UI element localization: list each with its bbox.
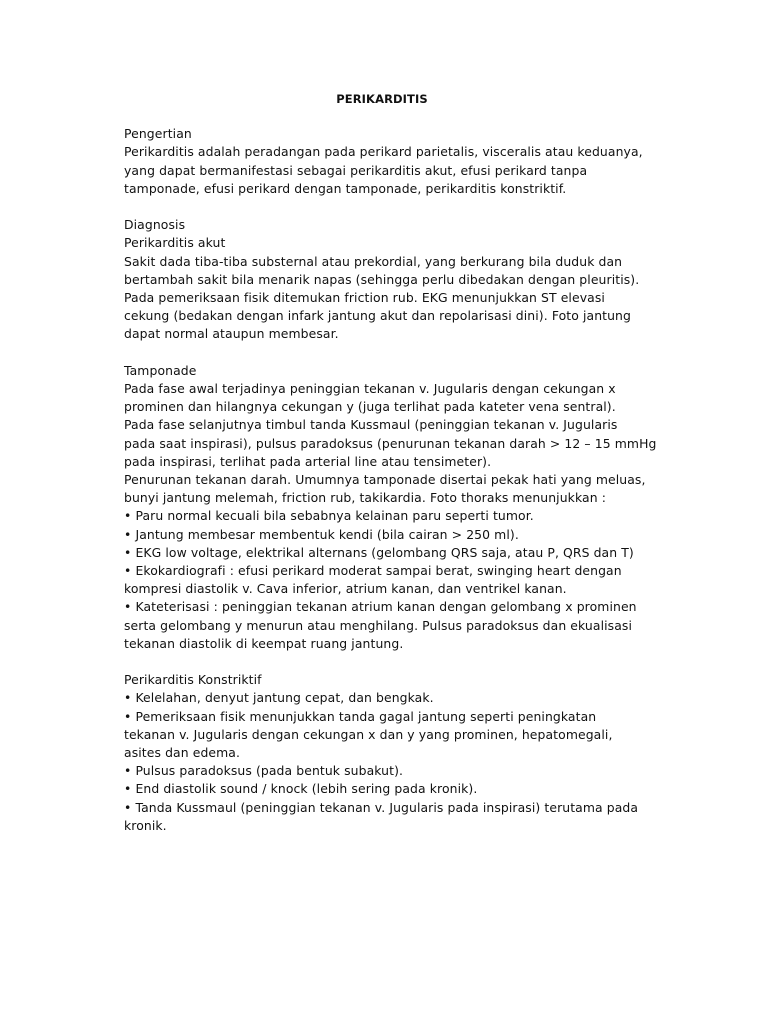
text-line: yang dapat bermanifestasi sebagai perikarditis akut, efusi perikard tanpa [124,162,588,178]
section-heading: Diagnosis [124,217,186,233]
text-line: pada saat inspirasi), pulsus paradoksus (penurunan tekanan darah > 12 – 15 mmHg [124,435,657,451]
text-line: cekung (bedakan dengan infark jantung akut dan repolarisasi dini). Foto jantung [124,308,631,324]
section-heading: Pengertian [124,126,192,142]
text-line: bunyi jantung melemah, friction rub, takikardia. Foto thoraks menunjukkan : [124,490,606,506]
text-line: • Jantung membesar membentuk kendi (bila cairan > 250 ml). [124,526,519,542]
text-line: pada inspirasi, terlihat pada arterial line atau tensimeter). [124,453,492,469]
text-line: • Pemeriksaan fisik menunjukkan tanda gagal jantung seperti peningkatan [124,708,597,724]
document-page [124,90,664,835]
text-line: • Ekokardiografi : efusi perikard moderat sampai berat, swinging heart dengan [124,563,622,579]
document-title [124,90,664,108]
text-line: • End diastolik sound / knock (lebih sering pada kronik). [124,781,478,797]
text-line: Perikarditis adalah peradangan pada perikard parietalis, visceralis atau keduanya, [124,144,643,160]
text-line: • Kateterisasi : peninggian tekanan atrium kanan dengan gelombang x prominen [124,599,637,615]
text-line: serta gelombang y menurun atau menghilang. Pulsus paradoksus dan ekualisasi [124,617,633,633]
text-line: kronik. [124,817,167,833]
text-line: Perikarditis akut [124,235,226,251]
text-line: tekanan v. Jugularis dengan cekungan x dan y yang prominen, hepatomegali, [124,726,613,742]
section-tamponade [124,362,664,653]
text-line: bertambah sakit bila menarik napas (sehingga perlu dibedakan dengan pleuritis). [124,271,640,287]
section-pengertian [124,125,664,198]
text-line: Sakit dada tiba-tiba substernal atau prekordial, yang berkurang bila duduk dan [124,253,623,269]
text-line: • Paru normal kecuali bila sebabnya kelainan paru seperti tumor. [124,508,534,524]
text-line: dapat normal ataupun membesar. [124,326,339,342]
section-heading: Perikarditis Konstriktif [124,672,262,688]
text-line: Penurunan tekanan darah. Umumnya tamponade disertai pekak hati yang meluas, [124,472,646,488]
text-line: tamponade, efusi perikard dengan tamponade, perikarditis konstriktif. [124,180,567,196]
section-perikarditis-konstriktif [124,671,664,835]
text-line: prominen dan hilangnya cekungan y (juga terlihat pada kateter vena sentral). [124,399,616,415]
section-gap [124,653,664,671]
section-diagnosis [124,216,664,343]
text-line: kompresi diastolik v. Cava inferior, atrium kanan, dan ventrikel kanan. [124,581,567,597]
text-line: tekanan diastolik di keempat ruang jantung. [124,635,404,651]
document-title-text: PERIKARDITIS [336,92,428,106]
document-body [124,125,664,835]
text-line: asites dan edema. [124,745,241,761]
text-line: • EKG low voltage, elektrikal alternans (gelombang QRS saja, atau P, QRS dan T) [124,544,634,560]
section-gap [124,344,664,362]
text-line: Pada fase selanjutnya timbul tanda Kussmaul (peninggian tekanan v. Jugularis [124,417,618,433]
text-line: • Kelelahan, denyut jantung cepat, dan bengkak. [124,690,434,706]
text-line: • Pulsus paradoksus (pada bentuk subakut). [124,763,404,779]
section-heading: Tamponade [124,362,197,378]
text-line: Pada pemeriksaan fisik ditemukan friction rub. EKG menunjukkan ST elevasi [124,290,605,306]
section-gap [124,198,664,216]
text-line: • Tanda Kussmaul (peninggian tekanan v. Jugularis pada inspirasi) terutama pada [124,799,639,815]
text-line: Pada fase awal terjadinya peninggian tekanan v. Jugularis dengan cekungan x [124,381,616,397]
